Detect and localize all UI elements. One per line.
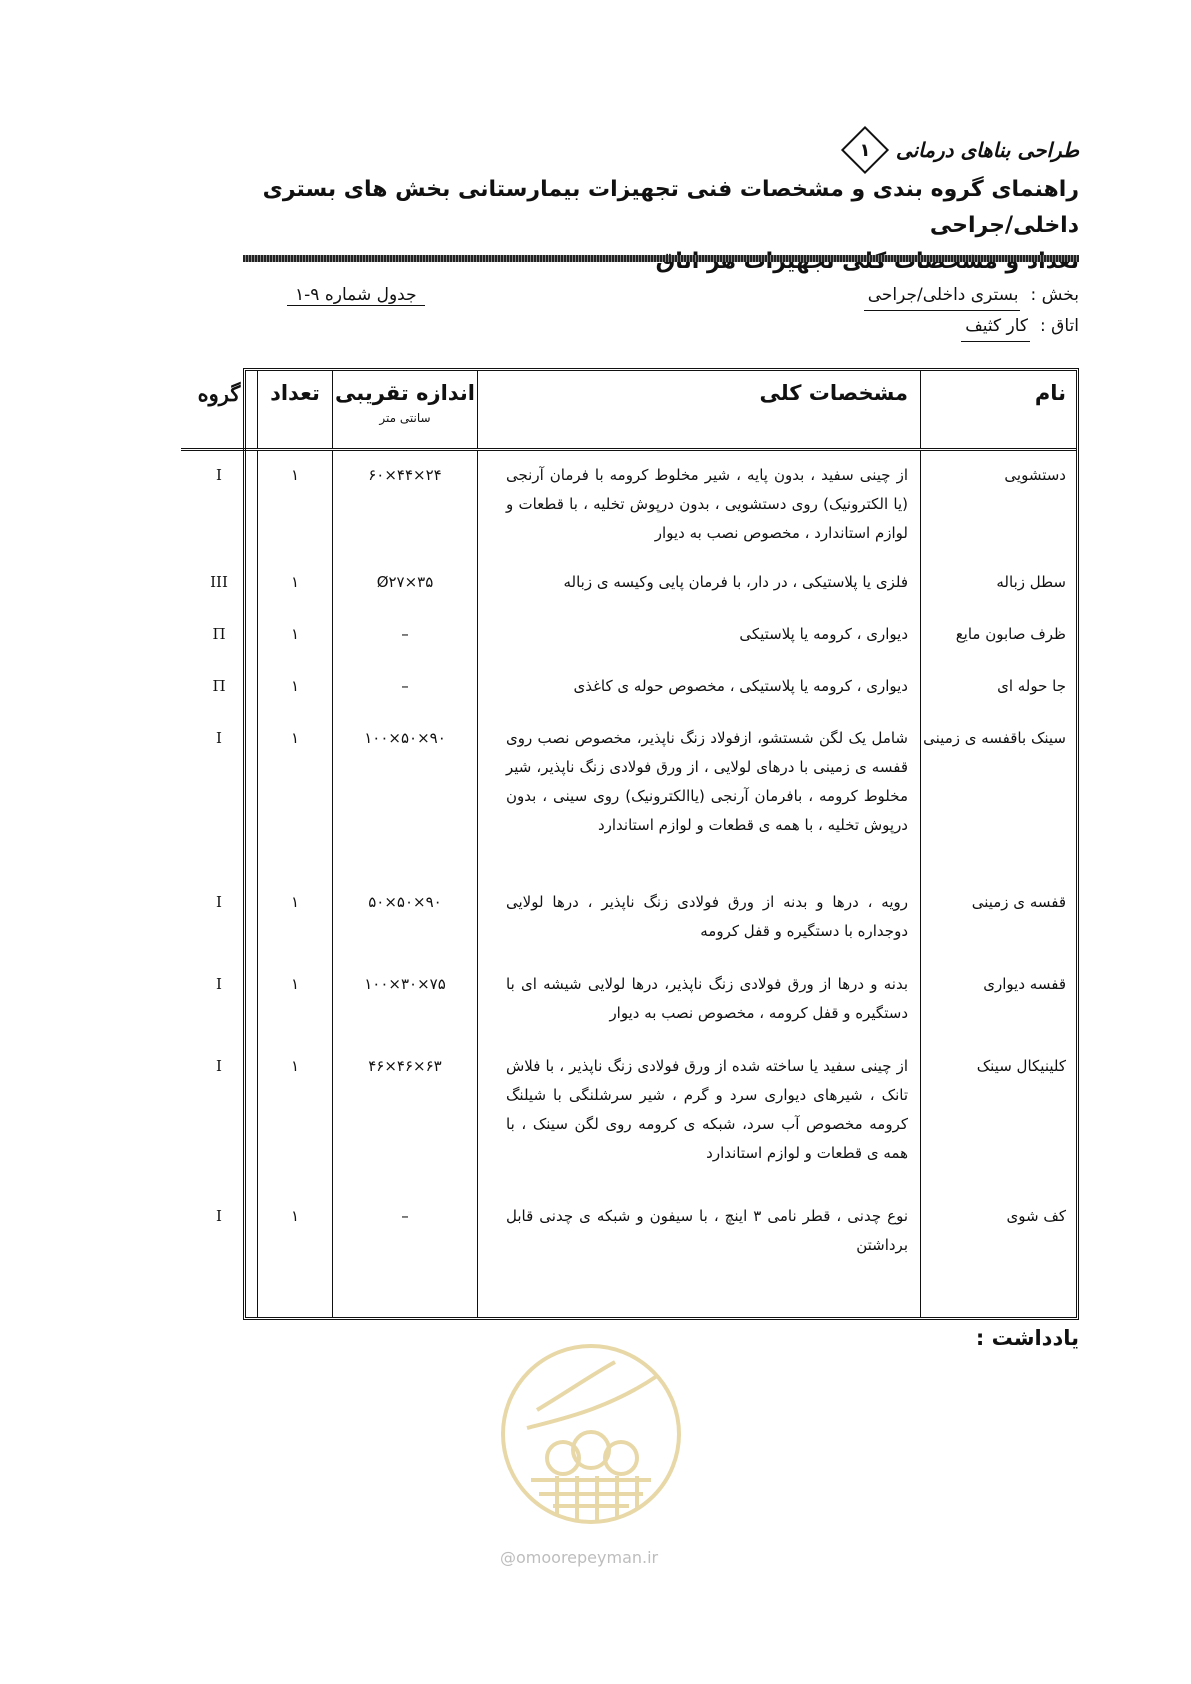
cell-name: قفسه دیواری (983, 974, 1066, 993)
cell-group: I (181, 450, 258, 558)
cell-count: ۱ (258, 1192, 333, 1318)
cell-size: – (333, 1192, 478, 1318)
cell-count: ۱ (258, 610, 333, 662)
table-row (181, 610, 1076, 662)
cell-spec: از چینی سفید ، بدون پایه ، شیر مخلوط کرومه با فرمان آرنجی (یا الکترونیک) روی دستشویی ، بدون درپوش تخلیه ، با قطعات و لوازم استاندارد ، مخصوص نصب به دیوار (478, 450, 921, 558)
series-title: طراحی بناهای درمانی (895, 138, 1079, 162)
cell-name: کف شوی (1006, 1206, 1066, 1225)
cell-name: ظرف صابون مایع (955, 624, 1066, 643)
cell-group: I (181, 1042, 258, 1192)
header-name: نام (921, 371, 1077, 450)
section-label: بخش : (1030, 285, 1079, 305)
table-row (181, 960, 1076, 1042)
cell-group: I (181, 1192, 258, 1318)
header-count: تعداد (258, 371, 333, 450)
table-number (287, 280, 425, 310)
cell-spec: دیواری ، کرومه یا پلاستیکی ، مخصوص حوله ی کاغذی (478, 662, 921, 714)
watermark-site: @omoorepeyman.ir (500, 1548, 659, 1567)
table-row (181, 558, 1076, 610)
room-line (864, 311, 1079, 342)
header-size-label: اندازه تقریبی (335, 381, 475, 405)
cell-name: کلینیکال سینک (976, 1056, 1066, 1075)
header-group: گروه (181, 371, 258, 450)
cell-group: Π (181, 610, 258, 662)
header-spec: مشخصات کلی (478, 371, 921, 450)
series-line (199, 128, 1079, 172)
cell-name: جا حوله ای (997, 676, 1066, 695)
header-size-unit: سانتی متر (379, 411, 431, 425)
cell-spec: نوع چدنی ، قطر نامی ۳ اینچ ، با سیفون و شبکه ی چدنی قابل برداشتن (478, 1192, 921, 1318)
room-label: اتاق : (1040, 316, 1079, 336)
cell-name: سینک باقفسه ی زمینی (923, 728, 1066, 747)
cell-count: ۱ (258, 1042, 333, 1192)
equipment-table (197, 368, 1079, 1320)
table-row (181, 1192, 1076, 1318)
cell-spec: رویه ، درها و بدنه از ورق فولادی زنگ ناپذیر ، درها لولایی دوجداره با دستگیره و قفل کرومه (478, 878, 921, 960)
cell-size: Ø۲۷×۳۵ (333, 558, 478, 610)
cell-count: ۱ (258, 662, 333, 714)
cell-count: ۱ (258, 714, 333, 878)
section-value: بستری داخلی/جراحی (864, 280, 1021, 311)
header-size (333, 371, 478, 450)
cell-size: ۶۰×۴۴×۲۴ (333, 450, 478, 558)
series-number: ۱ (859, 139, 871, 161)
document-subtitle (199, 244, 1079, 280)
table-row (181, 662, 1076, 714)
section-line (864, 280, 1079, 311)
table-row (181, 714, 1076, 878)
cell-group: I (181, 878, 258, 960)
series-number-badge (841, 126, 889, 174)
room-value: کار کثیف (961, 311, 1030, 342)
watermark-logo-icon (497, 1340, 685, 1528)
header-divider (243, 255, 1079, 262)
cell-size: – (333, 662, 478, 714)
table-header-row (181, 371, 1076, 450)
document-title: راهنمای گروه بندی و مشخصات فنی تجهیزات بیمارستانی بخش های بستری داخلی/جراحی (262, 177, 1079, 238)
table-row (181, 1042, 1076, 1192)
cell-size: ۱۰۰×۵۰×۹۰ (333, 714, 478, 878)
cell-size: ۱۰۰×۳۰×۷۵ (333, 960, 478, 1042)
cell-size: – (333, 610, 478, 662)
cell-spec: از چینی سفید یا ساخته شده از ورق فولادی زنگ ناپذیر ، با فلاش تانک ، شیرهای دیواری سرد و گرم ، شیر سرشلنگی با شیلنگ کرومه مخصوص آب سرد، شبکه ی کرومه روی لگن سینک ، با همه ی قطعات و لوازم استاندارد (478, 1042, 921, 1192)
cell-name: قفسه ی زمینی (971, 892, 1066, 911)
cell-count: ۱ (258, 450, 333, 558)
table-number-text: جدول شماره ۹-۱ (287, 285, 425, 306)
cell-group: III (181, 558, 258, 610)
cell-count: ۱ (258, 878, 333, 960)
note-label: یادداشت : (975, 1326, 1079, 1350)
cell-name: سطل زباله (996, 572, 1066, 591)
cell-size: ۴۶×۴۶×۶۳ (333, 1042, 478, 1192)
cell-spec: فلزی یا پلاستیکی ، در دار، با فرمان پایی وکیسه ی زباله (478, 558, 921, 610)
cell-name: دستشویی (1004, 466, 1066, 484)
cell-size: ۵۰×۵۰×۹۰ (333, 878, 478, 960)
cell-spec: دیواری ، کرومه یا پلاستیکی (478, 610, 921, 662)
cell-count: ۱ (258, 558, 333, 610)
table-row (181, 878, 1076, 960)
cell-group: Π (181, 662, 258, 714)
cell-spec: شامل یک لگن شستشو، ازفولاد زنگ ناپذیر، مخصوص نصب روی قفسه ی زمینی با درهای لولایی ، از ورق فولادی زنگ ناپذیر، شیر مخلوط کرومه ، بافرمان آرنجی (یاالکترونیک) روی سینی ، بدون درپوش تخلیه ، با همه ی قطعات و لوازم استاندارد (478, 714, 921, 878)
cell-group: I (181, 714, 258, 878)
cell-group: I (181, 960, 258, 1042)
cell-spec: بدنه و درها از ورق فولادی زنگ ناپذیر، درها لولایی شیشه ای با دستگیره و قفل کرومه ، مخصوص نصب به دیوار (478, 960, 921, 1042)
room-info (864, 280, 1079, 342)
table-row (181, 450, 1076, 558)
cell-count: ۱ (258, 960, 333, 1042)
